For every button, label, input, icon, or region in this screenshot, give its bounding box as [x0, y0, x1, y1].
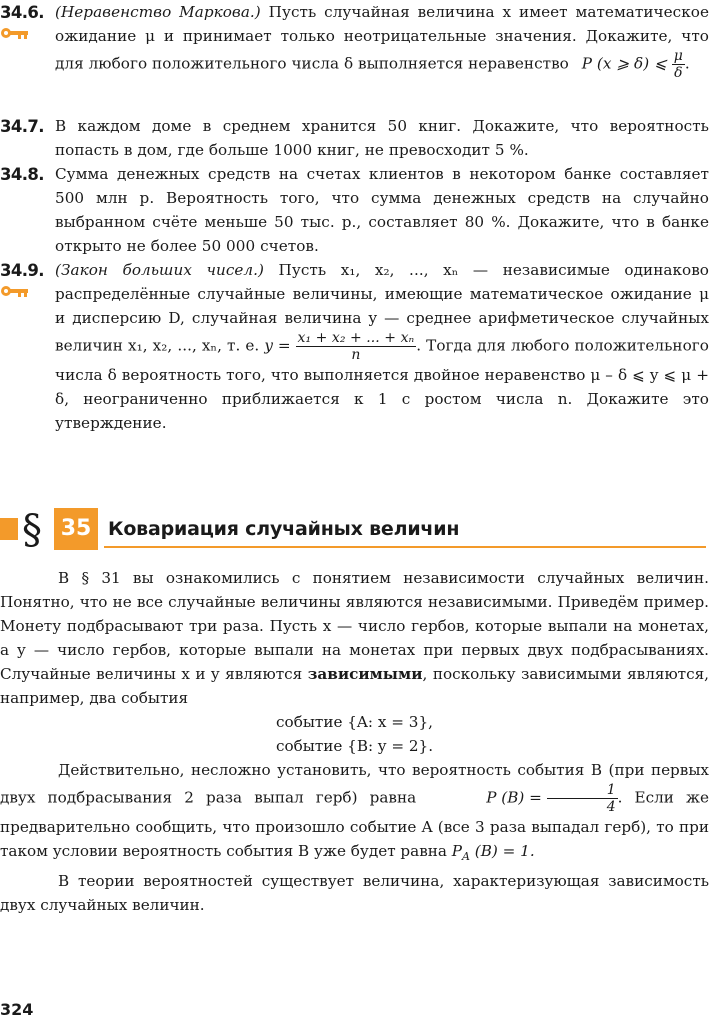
paragraph-text: , поскольку зависимыми являются, например, два события — [0, 665, 709, 707]
fraction — [672, 48, 685, 81]
mean-formula — [264, 330, 416, 363]
fraction — [296, 330, 417, 363]
fraction-numerator: 1 — [547, 782, 618, 799]
paragraph-text: В § 31 вы ознакомились с понятием независимости случайных величин. Понятно, что не все случайные величины являются независимыми. Приведём пример. Монету подбрасывают три раза. Пусть x — число гербов, которые выпали на монетах, а y — число гербов, которые выпали на монетах при первых двух подбрасываниях. Случайные величины x и y являются — [0, 569, 709, 683]
section-body — [0, 566, 709, 917]
paragraph-3: В теории вероятностей существует величина, характеризующая зависимость двух случайных величин. — [0, 872, 709, 915]
fraction-denominator: n — [351, 347, 361, 363]
problem-text — [55, 0, 709, 81]
paragraph-text: Действительно, несложно установить, что вероятность события B (при первых двух подбрасывания 2 раза выпал герб) равна — [0, 761, 709, 807]
probability-formula — [428, 782, 617, 815]
problem-number: 34.8. — [0, 165, 44, 184]
fraction-denominator: δ — [674, 65, 683, 81]
problem-body-b: . Тогда для любого положительного числа δ вероятность того, что выполняется двойное неравенство μ – δ ⩽ y ⩽ μ + δ, неограниченно приближается к 1 с ростом числа n. Докажите это утверждение. — [55, 336, 709, 432]
formula-left: P (x ⩾ δ) ⩽ — [581, 54, 672, 73]
section-title: Ковариация случайных величин — [108, 518, 460, 540]
paragraph-text: . Если же предварительно сообщить, что произошло событие A (все 3 раза выпадал герб), то при таком условии вероятность события B уже будет равна — [0, 788, 709, 860]
event-b: событие {B: y = 2}. — [275, 737, 434, 755]
formula-p: P — [451, 842, 462, 860]
key-icon — [0, 284, 30, 298]
formula-end: . — [684, 54, 690, 73]
section-underline — [104, 546, 706, 548]
formula-subscript: A — [462, 850, 470, 864]
problem-text: Сумма денежных средств на счетах клиентов в некотором банке составляет 500 млн р. Вероятность того, что сумма денежных средств на случайно выбранном счёте меньше 50 тыс. р., составляет 80 %. Докажите, что в банке открыто не более 50 000 счетов. — [55, 165, 709, 255]
fraction-denominator: 4 — [606, 799, 616, 815]
paragraph-1 — [0, 566, 709, 710]
fraction-numerator: μ — [673, 48, 683, 64]
problem-34-6 — [0, 0, 712, 112]
problem-34-8 — [0, 162, 712, 258]
problem-34-7 — [0, 114, 712, 164]
problem-text — [55, 258, 709, 435]
problem-title: (Закон больших чисел.) — [55, 261, 264, 279]
problem-34-9 — [0, 258, 712, 474]
problem-number: 34.7. — [0, 117, 44, 136]
fraction-numerator: x₁ + x₂ + ... + xₙ — [297, 330, 415, 346]
key-icon — [0, 26, 30, 40]
section-accent-bar — [0, 518, 18, 540]
page-number: 324 — [0, 1000, 34, 1019]
formula-lhs: y = — [264, 336, 296, 355]
formula-rest: (B) = 1. — [469, 842, 535, 860]
fraction — [547, 782, 618, 815]
section-sign: § — [22, 507, 42, 553]
section-header — [0, 500, 712, 562]
bold-term: зависимыми — [307, 665, 423, 683]
problem-title: (Неравенство Маркова.) — [55, 3, 261, 21]
problem-text: В каждом доме в среднем хранится 50 книг. Докажите, что вероятность попасть в дом, где больше 1000 книг, не превосходит 5 %. — [55, 117, 709, 159]
problem-number: 34.9. — [0, 261, 44, 280]
problem-body-a: Пусть x₁, x₂, ..., xₙ — независимые одинаково распределённые случайные величины, имеющие математическое ожидание μ и дисперсию D, случайная величина y — среднее арифметическое случайных величин x₁, x₂, ..., xₙ, т. е. — [55, 261, 709, 355]
formula-lhs: P (B) = — [486, 788, 547, 807]
event-a: событие {A: x = 3}, — [276, 713, 433, 731]
problem-body: Пусть случайная величина x имеет математическое ожидание μ и принимает только неотрицательные значения. Докажите, что для любого положительного числа δ выполняется неравенство — [55, 3, 709, 73]
markov-formula — [582, 48, 690, 81]
section-number: 35 — [54, 508, 98, 550]
problem-number: 34.6. — [0, 3, 44, 22]
paragraph-2 — [0, 758, 709, 869]
